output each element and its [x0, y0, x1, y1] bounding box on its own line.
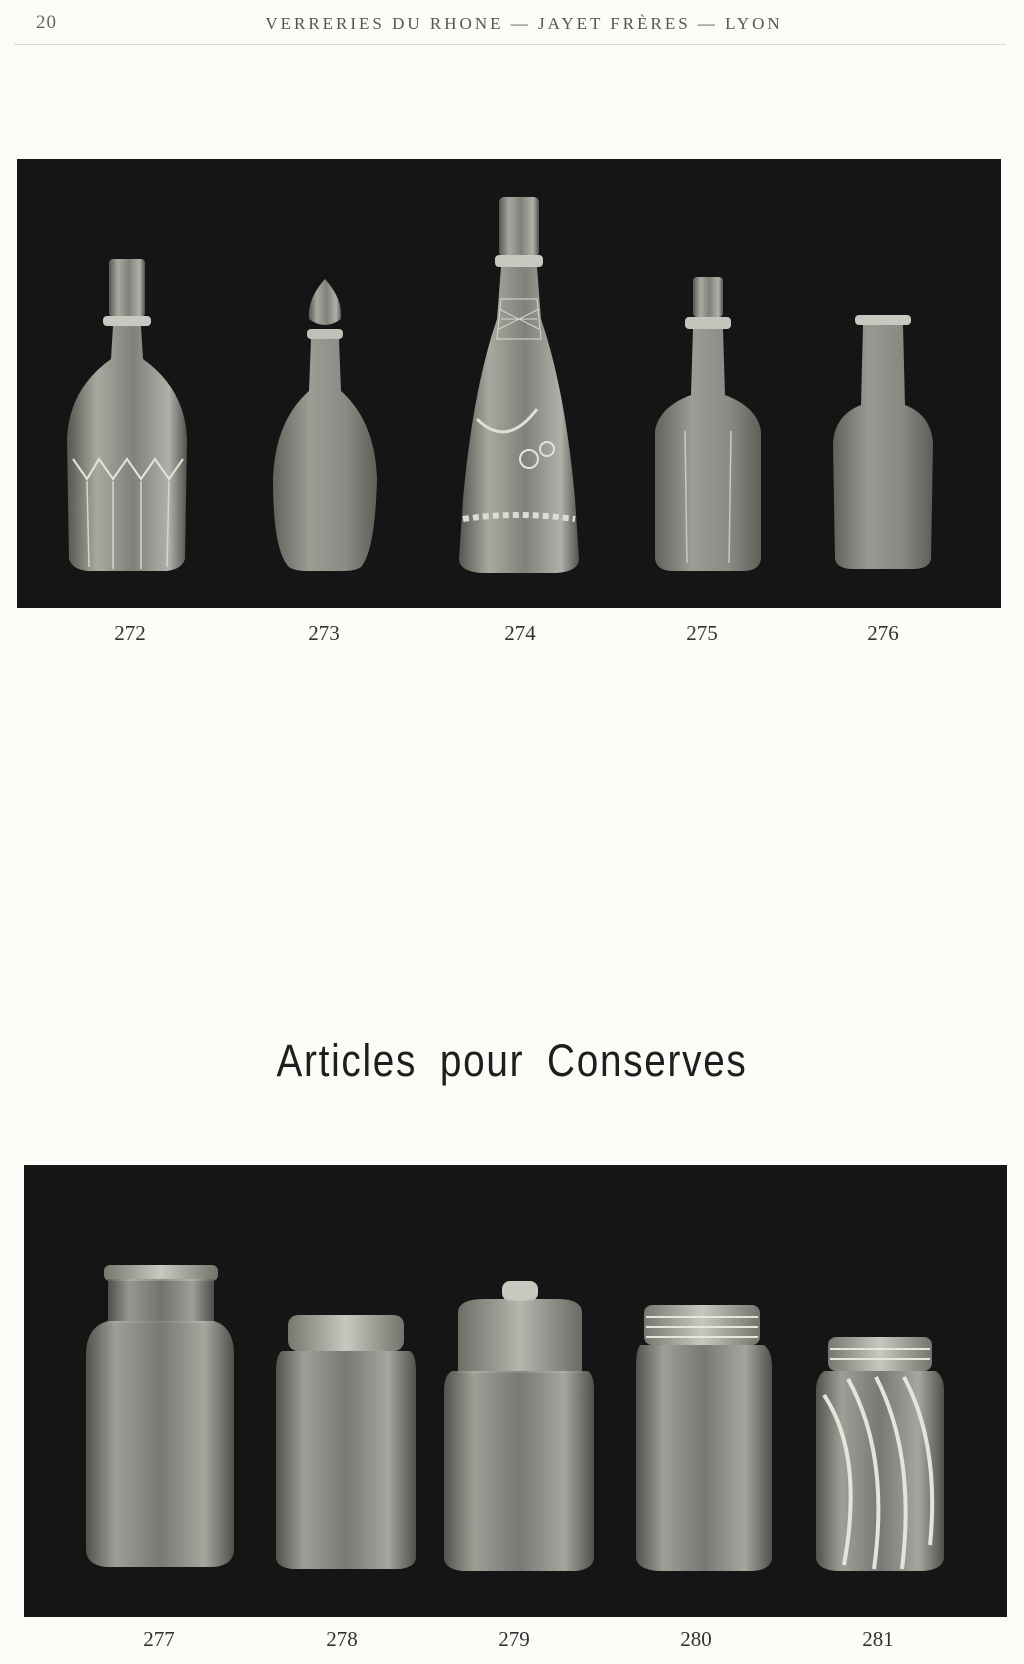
caption-274: 274 [504, 621, 536, 645]
jar-280 [636, 1305, 772, 1571]
carafe-272 [67, 259, 187, 571]
carafe-275 [655, 277, 761, 571]
caption-280: 280 [680, 1627, 712, 1651]
carafe-274 [459, 197, 579, 573]
jar-281 [816, 1337, 944, 1571]
bottom-plate-captions [0, 1627, 1024, 1657]
page-number: 20 [36, 12, 57, 33]
jar-278 [276, 1315, 416, 1569]
top-plate-captions [0, 621, 1024, 651]
jar-plate [24, 1165, 1007, 1617]
caption-279: 279 [498, 1627, 530, 1651]
caption-277: 277 [143, 1627, 175, 1651]
carafe-plate [17, 159, 1001, 608]
caption-273: 273 [308, 621, 340, 645]
caption-272: 272 [114, 621, 146, 645]
page-header [14, 8, 1006, 45]
carafe-276 [833, 315, 933, 569]
carafe-273 [273, 279, 377, 571]
jar-277 [86, 1265, 234, 1567]
caption-281: 281 [862, 1627, 894, 1651]
caption-278: 278 [326, 1627, 358, 1651]
running-head: VERRERIES DU RHONE — JAYET FRÈRES — LYON [265, 14, 783, 33]
section-title: Articles pour Conserves [276, 1035, 748, 1086]
caption-275: 275 [686, 621, 718, 645]
caption-276: 276 [867, 621, 899, 645]
jar-279 [444, 1281, 594, 1571]
